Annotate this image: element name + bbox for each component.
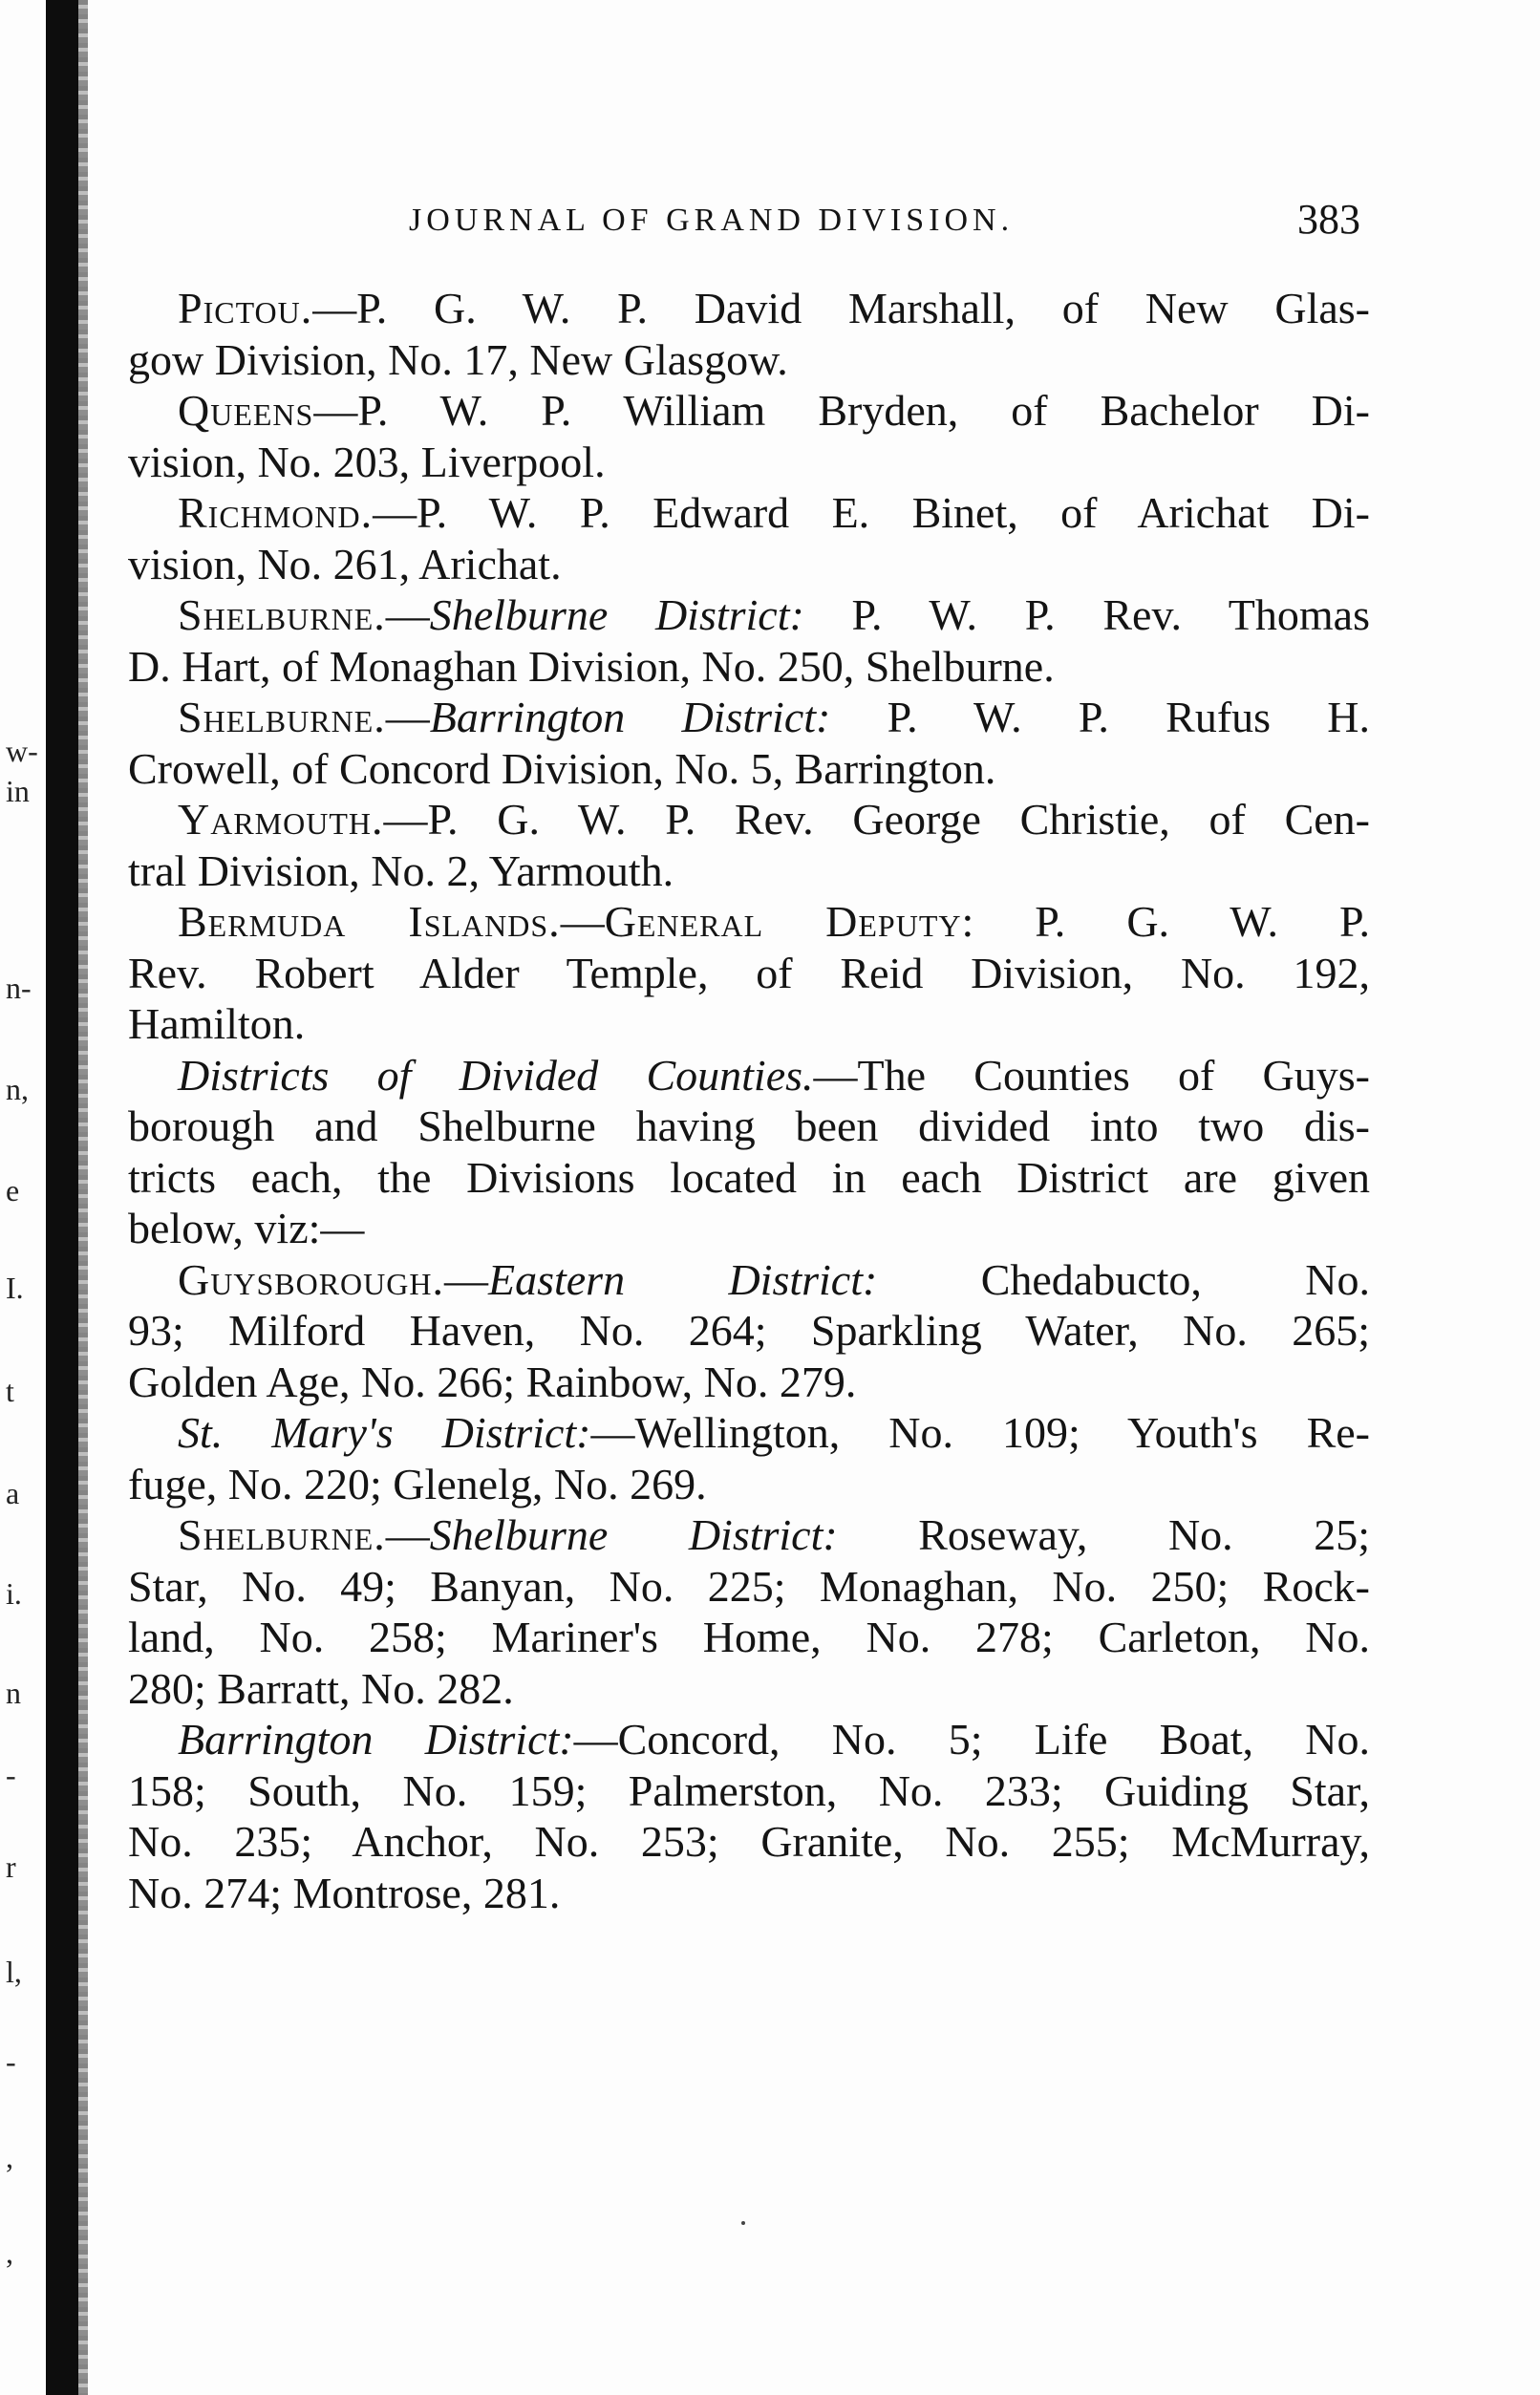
text-run: 93; Milford Haven, No. 264; Sparkling Water, No. 265;	[128, 1306, 1370, 1355]
margin-fragment: n	[6, 1676, 21, 1710]
text-run: No. 274; Montrose, 281.	[128, 1868, 561, 1917]
text-run: —P. W. P. William Bryden, of Bachelor Di-	[313, 386, 1370, 435]
text-run: —P. G. W. P. Rev. George Christie, of Cen-	[383, 795, 1370, 844]
text-run: : P. G. W. P.	[961, 897, 1370, 946]
italic-phrase: Barrington District:	[178, 1715, 574, 1764]
margin-fragment: I.	[6, 1271, 24, 1305]
text-run: No. 235; Anchor, No. 253; Granite, No. 255; McMurray,	[128, 1817, 1370, 1866]
text-line	[128, 1816, 1370, 1868]
text-line	[128, 334, 1370, 386]
small-caps-heading: Queens	[178, 386, 314, 435]
text-run: —Wellington, No. 109; Youth's Re-	[590, 1408, 1370, 1457]
text-line	[128, 743, 1370, 795]
margin-fragment: -	[6, 1758, 16, 1792]
text-run: tricts each, the Divisions located in each District are given	[128, 1152, 1370, 1202]
text-run: land, No. 258; Mariner's Home, No. 278; Carleton, No.	[128, 1613, 1370, 1661]
text-line	[128, 385, 1370, 437]
text-run: tral Division, No. 2, Yarmouth.	[128, 845, 674, 895]
text-run: 158; South, No. 159; Palmerston, No. 233; Guiding Star,	[128, 1765, 1370, 1815]
text-line	[128, 1357, 1370, 1408]
text-run: Star, No. 49; Banyan, No. 225; Monaghan, No. 250; Rock-	[128, 1561, 1370, 1611]
text-run: —	[385, 590, 430, 639]
small-caps-heading: General Deputy	[604, 897, 962, 946]
text-run: D. Hart, of Monaghan Division, No. 250, Shelburne.	[128, 641, 1055, 691]
text-line	[128, 539, 1370, 590]
text-line	[128, 487, 1370, 539]
text-line	[128, 1612, 1370, 1663]
text-run: Rev. Robert Alder Temple, of Reid Division, No. 192,	[128, 948, 1370, 997]
text-line	[128, 948, 1370, 999]
text-line	[128, 283, 1370, 334]
small-caps-heading: Richmond.	[178, 488, 374, 537]
text-run: Hamilton.	[128, 999, 306, 1048]
small-caps-heading: Guysborough.	[178, 1254, 444, 1304]
page-body	[128, 283, 1370, 1918]
text-line	[128, 1254, 1370, 1306]
binding-gutter	[46, 0, 78, 2395]
italic-phrase: Barrington District:	[429, 693, 831, 741]
text-run: Chedabucto, No.	[877, 1254, 1370, 1304]
text-line	[128, 1509, 1370, 1561]
gutter-shadow	[78, 0, 88, 2395]
text-line	[128, 845, 1370, 897]
page-number: 383	[1297, 196, 1360, 243]
small-caps-heading: Pictou.	[178, 284, 313, 332]
text-line	[128, 1459, 1370, 1510]
text-line	[128, 1663, 1370, 1715]
text-line	[128, 1765, 1370, 1817]
text-line	[128, 1203, 1370, 1254]
text-line	[128, 1868, 1370, 1919]
text-run: P. W. P. Rufus H.	[830, 693, 1371, 741]
text-run: borough and Shelburne having been divided into two dis-	[128, 1101, 1370, 1150]
margin-fragment: l,	[6, 1955, 22, 1989]
text-run: vision, No. 203, Liverpool.	[128, 437, 606, 486]
small-caps-heading: Shelburne.	[178, 693, 386, 741]
italic-phrase: Eastern District:	[487, 1254, 878, 1304]
italic-phrase: Districts of Divided Counties.	[178, 1050, 814, 1100]
text-run: —P. G. W. P. David Marshall, of New Glas-	[312, 284, 1370, 332]
text-run: —Concord, No. 5; Life Boat, No.	[573, 1715, 1370, 1764]
margin-fragment: n-	[6, 971, 32, 1005]
margin-fragment: a	[6, 1476, 20, 1510]
small-caps-heading: Shelburne.	[178, 1510, 386, 1559]
text-line	[128, 1101, 1370, 1152]
text-run: vision, No. 261, Arichat.	[128, 539, 562, 588]
text-run: P. W. P. Rev. Thomas	[803, 590, 1370, 639]
text-run: —	[385, 1510, 430, 1559]
text-line	[128, 1152, 1370, 1204]
margin-fragment: r	[6, 1850, 16, 1884]
text-line	[128, 794, 1370, 845]
italic-phrase: St. Mary's District:	[178, 1408, 591, 1457]
text-line	[128, 641, 1370, 693]
text-run: Roseway, No. 25;	[837, 1510, 1370, 1559]
text-line	[128, 896, 1370, 948]
margin-fragment: i.	[6, 1576, 22, 1611]
italic-phrase: Shelburne District:	[429, 1510, 838, 1559]
margin-fragment: n,	[6, 1072, 29, 1106]
text-run: fuge, No. 220; Glenelg, No. 269.	[128, 1459, 707, 1508]
text-line	[128, 692, 1370, 743]
margin-fragment: t	[6, 1374, 14, 1408]
small-caps-heading: Bermuda Islands.	[178, 897, 561, 946]
margin-fragment: e	[6, 1173, 20, 1208]
margin-fragment: ,	[6, 2235, 13, 2270]
margin-fragment: -	[6, 2044, 16, 2079]
text-line	[128, 589, 1370, 641]
margin-fragment: in	[6, 774, 30, 808]
text-run: gow Division, No. 17, New Glasgow.	[128, 334, 788, 384]
ink-speck	[741, 2221, 745, 2225]
text-line	[128, 1561, 1370, 1613]
text-line	[128, 998, 1370, 1050]
text-run: below, viz:—	[128, 1204, 365, 1252]
text-line	[128, 1407, 1370, 1459]
text-run: 280; Barratt, No. 282.	[128, 1663, 514, 1713]
text-run: —	[560, 897, 605, 946]
text-line	[128, 1714, 1370, 1765]
small-caps-heading: Shelburne.	[178, 590, 386, 639]
text-run: Golden Age, No. 266; Rainbow, No. 279.	[128, 1357, 857, 1406]
margin-fragment: ,	[6, 2140, 13, 2174]
text-line	[128, 1050, 1370, 1101]
text-line	[128, 437, 1370, 488]
italic-phrase: Shelburne District:	[429, 590, 804, 639]
small-caps-heading: Yarmouth.	[178, 795, 384, 844]
text-run: —	[385, 693, 430, 741]
text-run: Crowell, of Concord Division, No. 5, Barrington.	[128, 743, 996, 793]
running-head: JOURNAL OF GRAND DIVISION.	[409, 203, 1015, 238]
text-run: —	[443, 1254, 488, 1304]
margin-fragment: w-	[6, 734, 38, 768]
text-line	[128, 1305, 1370, 1357]
text-run: —The Counties of Guys-	[813, 1050, 1370, 1100]
text-run: —P. W. P. Edward E. Binet, of Arichat Di-	[373, 488, 1370, 537]
